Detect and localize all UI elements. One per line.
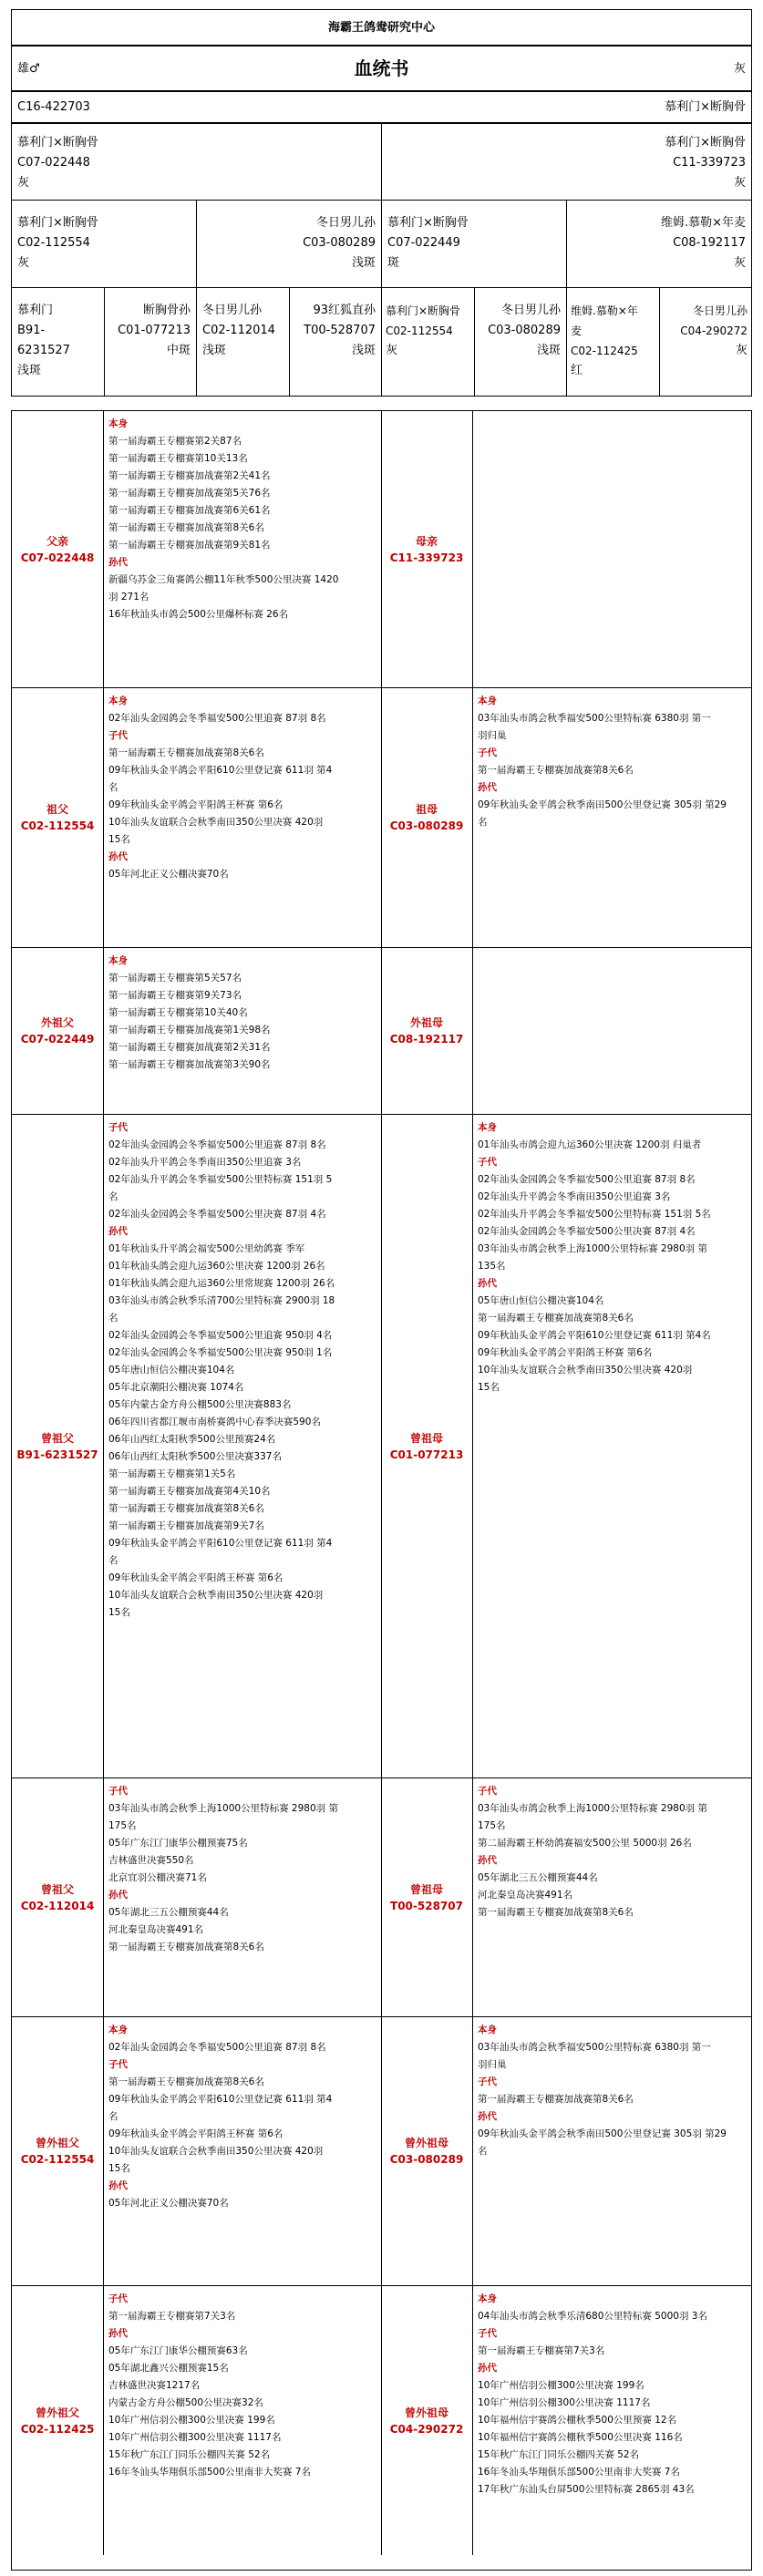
record-line: 第一届海霸王专棚赛加战赛第8关6名 — [478, 765, 634, 776]
record-line: 05年广东江门康华公棚预赛75名 — [108, 1838, 248, 1849]
pedigree-title: 血统书 — [354, 57, 409, 79]
record-heading: 子代 — [108, 730, 128, 741]
mfm-strain: 冬日男儿孙 — [500, 304, 561, 317]
right-ancestor-label — [381, 2017, 472, 2285]
left-ancestor-label — [12, 411, 103, 687]
record-heading: 本身 — [478, 2025, 497, 2035]
record-line: 名 — [478, 817, 488, 828]
record-line: 第一届海霸王专棚赛加战赛第8关6名 — [478, 1313, 634, 1324]
mmm-strain: 冬日男儿孙 — [692, 304, 748, 317]
fmf-color: 浅斑 — [202, 344, 227, 357]
sire-ring: C07-022448 — [17, 156, 90, 170]
record-line: 03年汕头市鸽会秋季福安500公里特标赛 6380羽 第一 — [478, 713, 711, 724]
fmf-strain: 冬日男儿孙 — [202, 304, 263, 317]
relation-label: 曾外祖父 — [35, 2406, 79, 2419]
left-race-record-list — [103, 688, 381, 947]
record-line: 16年冬汕头华翔俱乐部500公里南非大奖赛 7名 — [478, 2467, 680, 2478]
record-line: 02年汕头升平鸽会冬季南田350公里追赛 3名 — [108, 1157, 302, 1168]
granddam-maternal-card — [566, 200, 752, 288]
record-line: 第一届海霸王专棚赛第10关40名 — [108, 1007, 248, 1018]
left-race-record-list — [103, 1778, 381, 2016]
record-line: 02年汕头金园鸽会冬季福安500公里决赛 950羽 1名 — [108, 1347, 333, 1358]
mff-strain: 慕利门×断胸骨 — [386, 304, 461, 317]
record-line: 02年汕头金园鸽会冬季福安500公里追赛 950羽 4名 — [108, 1330, 333, 1341]
fmm-ring: T00-528707 — [304, 324, 376, 337]
record-heading: 子代 — [108, 2059, 128, 2070]
ff-strain: 慕利门×断胸骨 — [17, 216, 98, 230]
record-line: 第一届海霸王专棚赛加战赛第9关7名 — [108, 1520, 264, 1531]
left-race-record-list — [103, 2017, 381, 2285]
record-line: 09年秋汕头金平鸽会平阳610公里登记赛 611羽 第4 — [108, 2094, 333, 2105]
subject-strain: 慕利门×断胸骨 — [665, 100, 746, 114]
record-line: 09年秋汕头金平鸽会平阳610公里登记赛 611羽 第4名 — [478, 1330, 711, 1341]
divider — [381, 688, 382, 947]
mmm-card — [659, 287, 752, 397]
record-line: 10年汕头友谊联合会秋季南田350公里决赛 420羽 — [108, 1590, 324, 1601]
record-line: 05年唐山恒信公棚决赛104名 — [108, 1365, 235, 1376]
relation-label: 曾祖父 — [40, 1431, 74, 1445]
mfm-ring: C03-080289 — [488, 324, 561, 337]
fm-ring: C03-080289 — [303, 236, 376, 250]
subject-ring: C16-422703 — [17, 100, 90, 114]
record-line: 15名 — [108, 834, 130, 845]
ring-number: C03-080289 — [389, 819, 464, 832]
sire-color: 灰 — [17, 176, 30, 190]
mfm-card — [474, 287, 567, 397]
ring-number: C02-112014 — [20, 1899, 95, 1912]
record-heading: 孙代 — [478, 1855, 497, 1866]
mff-card — [381, 287, 475, 397]
left-ancestor-label — [12, 2017, 103, 2285]
record-line: 第一届海霸王专棚赛加战赛第4关10名 — [108, 1486, 271, 1497]
record-line: 09年秋汕头金平鸽会平阳鸽王杯赛 第6名 — [108, 2128, 284, 2139]
record-line: 10年汕头友谊联合会秋季南田350公里决赛 420羽 — [108, 2146, 324, 2157]
record-line: 16年秋汕头市鸽会500公里爆杯标赛 26名 — [108, 609, 289, 620]
record-row — [12, 2285, 751, 2555]
dam-ring: C11-339723 — [673, 156, 746, 170]
fff-ring-a: B91- — [17, 324, 46, 337]
mmf-ring: C02-112425 — [571, 345, 638, 357]
record-line: 09年秋汕头金平鸽会秋季南田500公里登记赛 305羽 第29 — [478, 2128, 727, 2139]
sex-label: 雄♂ — [17, 62, 40, 76]
relation-label: 外祖母 — [409, 1016, 443, 1029]
record-line: 第一届海霸王专棚赛第7关3名 — [108, 2311, 236, 2322]
subject-bar — [11, 91, 752, 123]
record-line: 第一届海霸王专棚赛加战赛第8关6名 — [108, 522, 264, 533]
record-line: 第一届海霸王专棚赛加战赛第3关90名 — [108, 1059, 271, 1070]
record-line: 第一届海霸王专棚赛第9关73名 — [108, 990, 242, 1001]
mff-ring: C02-112554 — [386, 325, 453, 337]
record-line: 15名 — [108, 1607, 130, 1618]
ring-number: C02-112554 — [20, 2153, 95, 2166]
relation-label: 外祖父 — [40, 1016, 74, 1029]
record-line: 17年秋广东汕头台屏500公里特标赛 2865羽 43名 — [478, 2484, 695, 2495]
record-line: 第一届海霸王专棚赛第1关5名 — [108, 1468, 236, 1479]
divider — [381, 1778, 382, 2016]
relation-label: 曾祖父 — [40, 1882, 74, 1896]
record-line: 10年福州信宇赛鸽公棚秋季500公里决赛 116名 — [478, 2432, 683, 2443]
record-row — [12, 1777, 751, 2016]
record-heading: 子代 — [478, 1157, 497, 1168]
right-race-record-list — [472, 2017, 750, 2285]
fff-ring-b: 6231527 — [17, 344, 70, 357]
ff-color: 灰 — [17, 256, 30, 270]
record-heading: 子代 — [108, 2293, 128, 2304]
record-line: 05年湖北三五公棚预赛44名 — [478, 1872, 598, 1883]
mmm-color: 灰 — [735, 344, 748, 357]
record-line: 第一届海霸王专棚赛加战赛第2关41名 — [108, 470, 271, 481]
record-line: 第一届海霸王专棚赛加战赛第8关6名 — [108, 1942, 264, 1953]
record-line: 第一届海霸王专棚赛加战赛第6关61名 — [108, 505, 271, 516]
record-line: 01年秋汕头鸽会迎九运360公里常规赛 1200羽 26名 — [108, 1278, 335, 1289]
record-heading: 子代 — [478, 747, 497, 758]
record-line: 内蒙古金方舟公棚500公里决赛32名 — [108, 2397, 263, 2408]
record-line: 02年汕头升平鸽会冬季福安500公里特标赛 151羽 5 — [108, 1174, 333, 1185]
record-line: 03年汕头市鸽会秋季上海1000公里特标赛 2980羽 第 — [108, 1803, 338, 1814]
right-race-record-list — [472, 1778, 750, 2016]
record-line: 名 — [108, 782, 119, 793]
record-row — [12, 687, 751, 947]
fm-strain: 冬日男儿孙 — [315, 216, 376, 230]
record-line: 09年秋汕头金平鸽会平阳鸽王杯赛 第6名 — [108, 799, 284, 810]
grandsire-paternal-card — [11, 200, 197, 288]
ring-number: C01-077213 — [389, 1448, 464, 1461]
record-heading: 本身 — [478, 1122, 497, 1133]
record-line: 05年湖北三五公棚预赛44名 — [108, 1907, 229, 1918]
record-line: 第一届海霸王专棚赛第7关3名 — [478, 2345, 605, 2356]
record-line: 04年汕头市鸽会秋季乐清680公里特标赛 5000羽 3名 — [478, 2311, 707, 2322]
record-row — [12, 947, 751, 1114]
record-line: 名 — [108, 2111, 119, 2122]
sire-card — [11, 123, 382, 201]
left-ancestor-label — [12, 1778, 103, 2016]
left-race-record-list — [103, 948, 381, 1114]
mf-ring: C07-022449 — [387, 236, 460, 250]
record-line: 10年广州信羽公棚300公里决赛 1117名 — [108, 2432, 282, 2443]
record-line: 10年汕头友谊联合会秋季南田350公里决赛 420羽 — [478, 1365, 693, 1376]
relation-label: 祖母 — [415, 803, 438, 816]
ring-number: C08-192117 — [389, 1033, 464, 1046]
record-line: 05年湖北鑫兴公棚预赛15名 — [108, 2363, 229, 2374]
record-line: 135名 — [478, 1261, 506, 1272]
mm-color: 灰 — [733, 256, 746, 270]
record-heading: 子代 — [108, 1122, 128, 1133]
mff-color: 灰 — [386, 344, 398, 357]
record-line: 第一届海霸王专棚赛加战赛第8关6名 — [478, 1907, 634, 1918]
record-line: 新疆乌苏金三角赛鸽公棚11年秋季500公里决赛 1420 — [108, 574, 339, 585]
fff-card — [11, 287, 105, 397]
record-line: 15名 — [108, 2163, 130, 2174]
right-ancestor-label — [381, 411, 472, 687]
record-line: 02年汕头金园鸽会冬季福安500公里追赛 87羽 8名 — [108, 2042, 326, 2053]
fff-strain: 慕利门 — [17, 304, 54, 317]
record-line: 第一届海霸王专棚赛加战赛第8关6名 — [108, 2076, 264, 2087]
ring-number: C04-290272 — [389, 2422, 464, 2436]
relation-label: 曾祖母 — [409, 1882, 443, 1896]
dam-strain: 慕利门×断胸骨 — [665, 136, 746, 149]
dam-color: 灰 — [733, 176, 746, 190]
ffm-card — [104, 287, 197, 397]
record-heading: 孙代 — [108, 2180, 128, 2191]
record-heading: 本身 — [478, 2293, 497, 2304]
right-race-record-list — [472, 411, 750, 687]
record-line: 第一届海霸王专棚赛第10关13名 — [108, 453, 248, 464]
left-race-record-list — [103, 2286, 381, 2555]
record-line: 河北秦皇岛决赛491名 — [108, 1924, 204, 1935]
right-ancestor-label — [381, 1115, 472, 1777]
record-heading: 孙代 — [478, 2111, 497, 2122]
record-line: 16年冬汕头华翔俱乐部500公里南非大奖赛 7名 — [108, 2467, 311, 2478]
relation-label: 曾祖母 — [409, 1431, 443, 1445]
relation-label: 父亲 — [46, 534, 68, 548]
record-line: 羽 271名 — [108, 592, 150, 603]
mmm-ring: C04-290272 — [680, 325, 748, 337]
ffm-ring: C01-077213 — [118, 324, 191, 337]
dam-card — [381, 123, 752, 201]
sire-strain: 慕利门×断胸骨 — [17, 136, 98, 149]
divider — [381, 2286, 382, 2555]
ring-number: C11-339723 — [389, 551, 464, 564]
record-line: 名 — [478, 2146, 488, 2157]
record-line: 河北秦皇岛决赛491名 — [478, 1890, 573, 1901]
right-ancestor-label — [381, 2286, 472, 2555]
right-ancestor-label — [381, 948, 472, 1114]
record-heading: 孙代 — [108, 557, 128, 568]
record-line: 175名 — [478, 1820, 506, 1831]
record-line: 03年汕头市鸽会秋季乐清700公里特标赛 2900羽 18 — [108, 1295, 335, 1306]
record-heading: 子代 — [478, 2076, 497, 2087]
record-line: 15名 — [478, 1382, 500, 1393]
record-line: 02年汕头升平鸽会冬季南田350公里追赛 3名 — [478, 1191, 671, 1202]
mmf-color: 红 — [571, 364, 583, 377]
left-ancestor-label — [12, 1115, 103, 1777]
left-ancestor-label — [12, 948, 103, 1114]
org-name: 海霸王鸽鸯研究中心 — [327, 21, 435, 35]
relation-label: 祖父 — [46, 803, 68, 816]
title-bar — [11, 46, 752, 91]
record-heading: 子代 — [478, 1786, 497, 1797]
record-line: 名 — [108, 1555, 119, 1566]
record-line: 06年山西红太阳秋季500公里预赛24名 — [108, 1434, 276, 1445]
ff-ring: C02-112554 — [17, 236, 90, 250]
record-line: 吉林盛世决赛1217名 — [108, 2380, 201, 2391]
ffm-color: 中斑 — [166, 344, 191, 357]
record-line: 05年广东江门康华公棚预赛63名 — [108, 2345, 248, 2356]
ring-number: C07-022448 — [20, 551, 95, 564]
fm-color: 浅斑 — [351, 256, 376, 270]
left-race-record-list — [103, 1115, 381, 1777]
race-records-table — [11, 410, 752, 2571]
record-heading: 本身 — [108, 696, 128, 706]
record-line: 05年唐山恒信公棚决赛104名 — [478, 1295, 604, 1306]
right-ancestor-label — [381, 688, 472, 947]
record-row — [12, 1114, 751, 1777]
mmf-strain-a: 维姆.慕勒×年 — [571, 304, 638, 317]
record-line: 01年汕头市鸽会迎九运360公里决赛 1200羽 归巢者 — [478, 1139, 702, 1150]
record-heading: 本身 — [478, 696, 497, 706]
divider — [381, 2017, 382, 2285]
divider — [381, 1115, 382, 1777]
record-line: 02年汕头升平鸽会冬季福安500公里特标赛 151羽 5名 — [478, 1209, 711, 1220]
relation-label: 曾外祖父 — [35, 2137, 79, 2149]
right-race-record-list — [472, 948, 750, 1114]
record-heading: 子代 — [108, 1786, 128, 1797]
ring-number: T00-528707 — [390, 1899, 463, 1912]
record-line: 名 — [108, 1313, 119, 1324]
record-line: 09年秋汕头金平鸽会平阳610公里登记赛 611羽 第4 — [108, 1538, 333, 1549]
record-line: 第一届海霸王专棚赛加战赛第9关81名 — [108, 540, 271, 551]
ring-number: C02-112425 — [20, 2422, 95, 2436]
divider — [381, 411, 382, 687]
fmm-color: 浅斑 — [351, 344, 376, 357]
record-heading: 孙代 — [108, 1890, 128, 1901]
record-line: 10年广州信羽公棚300公里决赛 1117名 — [478, 2397, 651, 2408]
subject-color: 灰 — [733, 62, 746, 76]
record-line: 03年汕头市鸽会秋季福安500公里特标赛 6380羽 第一 — [478, 2042, 711, 2053]
record-line: 02年汕头金园鸽会冬季福安500公里追赛 87羽 8名 — [108, 713, 326, 724]
ffm-strain: 断胸骨孙 — [142, 304, 191, 317]
ring-number: C02-112554 — [20, 819, 95, 832]
record-row — [12, 2016, 751, 2285]
record-line: 01年秋汕头鸽会迎九运360公里决赛 1200羽 26名 — [108, 1261, 325, 1272]
granddam-paternal-card — [196, 200, 382, 288]
mmf-strain-b: 麦 — [571, 325, 583, 337]
record-line: 02年汕头金园鸽会冬季福安500公里决赛 87羽 4名 — [108, 1209, 326, 1220]
record-line: 06年四川省都江堰市南桥赛鸽中心春季决赛590名 — [108, 1417, 321, 1427]
record-line: 名 — [108, 1191, 119, 1202]
record-heading: 本身 — [108, 418, 128, 429]
left-ancestor-label — [12, 688, 103, 947]
record-line: 第一届海霸王专棚赛加战赛第2关31名 — [108, 1042, 271, 1053]
record-line: 01年秋汕头升平鸽会福安500公里幼鸽赛 季军 — [108, 1243, 305, 1254]
fmf-ring: C02-112014 — [202, 324, 275, 337]
record-row — [12, 411, 751, 687]
record-line: 15年秋广东江门同乐公棚四关赛 52名 — [478, 2449, 640, 2460]
record-heading: 孙代 — [108, 2328, 128, 2339]
fmf-card — [196, 287, 290, 397]
mf-color: 斑 — [387, 256, 400, 270]
record-heading: 本身 — [108, 955, 128, 966]
record-line: 03年汕头市鸽会秋季上海1000公里特标赛 2980羽 第 — [478, 1243, 707, 1254]
right-race-record-list — [472, 688, 750, 947]
left-race-record-list — [103, 411, 381, 687]
right-race-record-list — [472, 1115, 750, 1777]
record-line: 第一届海霸王专棚赛第5关57名 — [108, 973, 242, 984]
mf-strain: 慕利门×断胸骨 — [387, 216, 469, 230]
org-header — [11, 9, 752, 46]
record-line: 第二届海霸王杯幼鸽赛福安500公里 5000羽 26名 — [478, 1838, 692, 1849]
mfm-color: 浅斑 — [536, 344, 561, 357]
record-heading: 孙代 — [478, 1278, 497, 1289]
mm-ring: C08-192117 — [673, 236, 746, 250]
record-line: 03年汕头市鸽会秋季上海1000公里特标赛 2980羽 第 — [478, 1803, 707, 1814]
record-line: 02年汕头金园鸽会冬季福安500公里追赛 87羽 8名 — [478, 1174, 696, 1185]
fmm-card — [289, 287, 382, 397]
record-line: 第一届海霸王专棚赛加战赛第1关98名 — [108, 1025, 271, 1036]
record-line: 第一届海霸王专棚赛加战赛第8关6名 — [108, 747, 264, 758]
relation-label: 曾外祖母 — [404, 2406, 449, 2419]
record-line: 第一届海霸王专棚赛加战赛第5关76名 — [108, 488, 271, 499]
record-line: 06年山西红太阳秋季500公里决赛337名 — [108, 1451, 282, 1462]
record-heading: 孙代 — [478, 782, 497, 793]
record-line: 09年秋汕头金平鸽会平阳鸽王杯赛 第6名 — [108, 1572, 284, 1583]
record-line: 10年汕头友谊联合会秋季南田350公里决赛 420羽 — [108, 817, 324, 828]
fmm-strain: 93红狐直孙 — [313, 304, 376, 317]
relation-label: 母亲 — [415, 534, 438, 548]
fff-color: 浅斑 — [17, 364, 42, 377]
relation-label: 曾外祖母 — [404, 2137, 449, 2149]
record-line: 15年秋广东江门同乐公棚四关赛 52名 — [108, 2449, 271, 2460]
record-line: 10年广州信羽公棚300公里决赛 199名 — [478, 2380, 644, 2391]
record-heading: 子代 — [478, 2328, 497, 2339]
right-ancestor-label — [381, 1778, 472, 2016]
record-heading: 孙代 — [478, 2363, 497, 2374]
mmf-card — [566, 287, 660, 397]
ring-number: C03-080289 — [389, 2153, 464, 2166]
record-line: 第一届海霸王专棚赛加战赛第8关6名 — [478, 2094, 634, 2105]
record-line: 05年北京潮阳公棚决赛 1074名 — [108, 1382, 244, 1393]
record-line: 09年秋汕头金平鸽会平阳鸽王杯赛 第6名 — [478, 1347, 653, 1358]
record-line: 第一届海霸王专棚赛加战赛第8关6名 — [108, 1503, 264, 1514]
mm-strain: 维姆.慕勒×年麦 — [660, 216, 746, 230]
record-line: 10年福州信宇赛鸽公棚秋季500公里预赛 12名 — [478, 2415, 677, 2426]
record-line: 05年河北正义公棚决赛70名 — [108, 2198, 229, 2209]
right-race-record-list — [472, 2286, 750, 2555]
left-ancestor-label — [12, 2286, 103, 2555]
record-line: 羽归巢 — [478, 730, 507, 741]
record-line: 09年秋汕头金平鸽会平阳610公里登记赛 611羽 第4 — [108, 765, 333, 776]
record-line: 10年广州信羽公棚300公里决赛 199名 — [108, 2415, 275, 2426]
record-heading: 本身 — [108, 2025, 128, 2035]
record-heading: 孙代 — [108, 851, 128, 862]
record-heading: 孙代 — [108, 1226, 128, 1237]
record-line: 02年汕头金园鸽会冬季福安500公里追赛 87羽 8名 — [108, 1139, 326, 1150]
record-line: 05年内蒙古金方舟公棚500公里决赛883名 — [108, 1399, 292, 1410]
record-line: 北京宜羽公棚决赛71名 — [108, 1872, 207, 1883]
ring-number: B91-6231527 — [16, 1448, 98, 1461]
record-line: 02年汕头金园鸽会冬季福安500公里决赛 87羽 4名 — [478, 1226, 696, 1237]
record-line: 羽归巢 — [478, 2059, 507, 2070]
record-line: 05年河北正义公棚决赛70名 — [108, 869, 229, 880]
record-line: 吉林盛世决赛550名 — [108, 1855, 194, 1866]
grandsire-maternal-card — [381, 200, 567, 288]
record-line: 第一届海霸王专棚赛第2关87名 — [108, 436, 242, 447]
divider — [381, 948, 382, 1114]
record-line: 175名 — [108, 1820, 137, 1831]
ring-number: C07-022449 — [20, 1033, 95, 1046]
record-line: 09年秋汕头金平鸽会秋季南田500公里登记赛 305羽 第29 — [478, 799, 727, 810]
